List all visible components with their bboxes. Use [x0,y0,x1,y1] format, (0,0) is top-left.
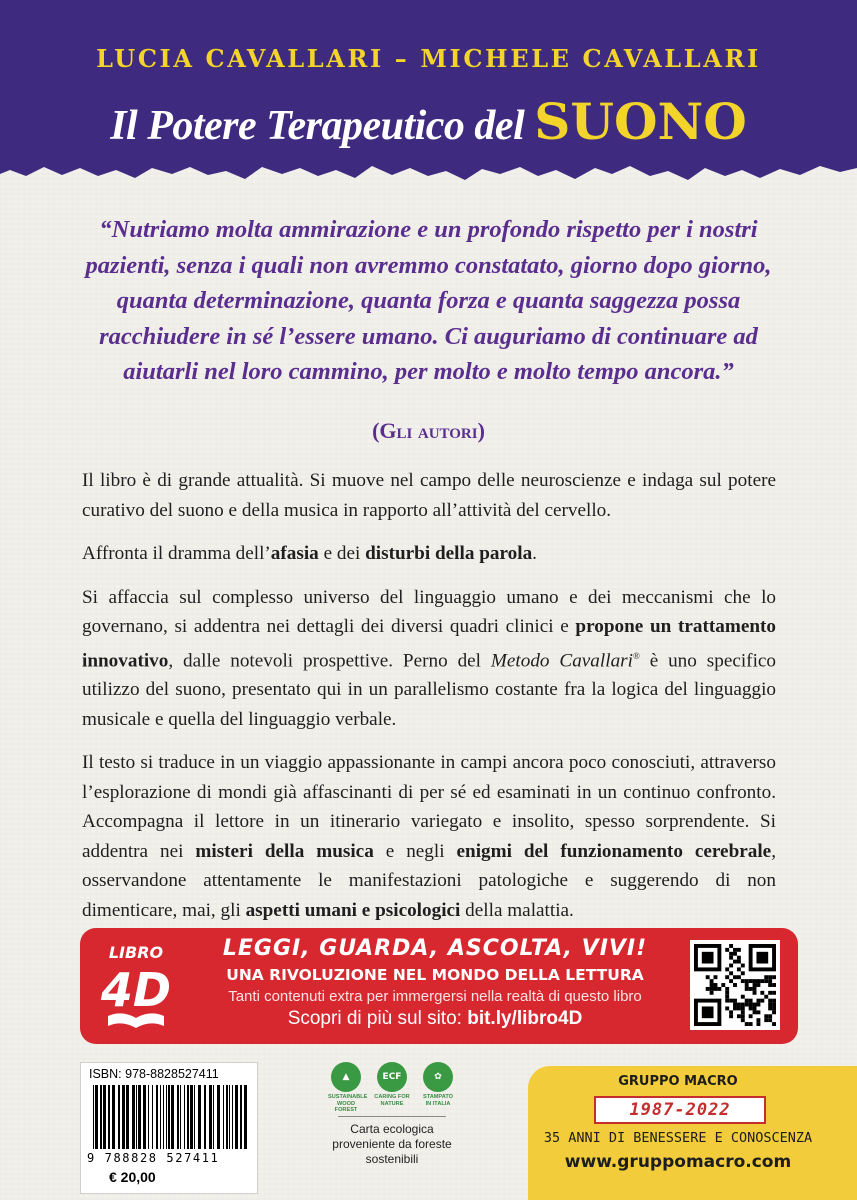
eco-label: CARING FOR NATURE [374,1094,410,1107]
price: € 20,00 [109,1169,156,1185]
banner-subheadline: UNA RIVOLUZIONE NEL MONDO DELLA LETTURA [226,966,644,984]
quote-text: “Nutriamo molta ammirazione e un profondo rispetto per i nostri pazienti, senza i quali non avremmo constatato, giorno dopo giorno, quanta determinazione, quanta forza e quanta saggezza possa racchiudere in sé l’essere umano. Ci auguriamo di continuare ad aiutarli nel loro cammino, per molto e molto tempo ancora.” [85,216,772,385]
eco-divider [338,1116,446,1117]
text-run: e negli [373,840,457,862]
description-body [82,466,776,939]
eco-glyph: ECF [377,1062,407,1092]
website-link[interactable]: bit.ly/libro4D [467,1008,583,1029]
header-band [0,0,857,185]
text-run: , dalle notevoli prospettive. Perno del [168,649,491,671]
title-main: Il Potere Terapeutico del [110,103,525,149]
banner-website [200,1008,670,1030]
text-run: . [532,543,537,564]
paragraph-3 [82,583,776,735]
italic-run: Metodo Cavallari [490,649,633,671]
authors-line: LUCIA CAVALLARI – MICHELE CAVALLARI [96,44,761,73]
registered-mark: ® [632,650,640,661]
eco-paper-text: Carta ecologica proveniente da foreste sostenibili [332,1122,452,1166]
eco-glyph: ✿ [423,1062,453,1092]
text-run: Si affaccia sul complesso universo del linguaggio umano e dei meccanismi che lo governano, si addentra nei dettagli dei diversi quadri clinici e [82,586,776,637]
anniversary-years: 1987-2022 [594,1096,766,1124]
text-run: Il testo si traduce in un viaggio appassionante in campi ancora poco conosciuti, attraverso l’esplorazione di mondi già affascinanti di per sé ed esaminati in un continuo confronto. Accompagna il lettore in un itinerario variegato e insolito, spesso sorprendente. Si addentra nei [82,752,776,862]
qr-code-icon[interactable] [690,940,780,1030]
qr-pattern [694,944,776,1026]
bold-run: propone un trattamento innovativo [82,616,776,671]
website-prefix: Scopri di più sul sito: [287,1008,468,1029]
bold-run: aspetti umani e psicologici [245,899,461,921]
eco-glyph: ▲ [331,1062,361,1092]
libro4d-logo-icon [94,936,178,1036]
text-run: è uno specifico utilizzo del suono, presentato qui in un parallelismo costante fra la logica del linguaggio musicale e quella del linguaggio verbale. [82,649,777,730]
ecf-icon [374,1062,410,1107]
text-run: , osservandone attentamente le manifestazioni patologiche e suggerendo di non dimenticare, mai, gli [82,840,776,921]
text-run: della malattia. [460,899,574,921]
publisher-name: GRUPPO MACRO [618,1074,738,1089]
book-title [0,92,857,151]
gruppo-macro-box [528,1066,857,1200]
paragraph-4 [82,748,776,925]
made-in-italy-icon [420,1062,456,1107]
eco-label: STAMPATO IN ITALIA [422,1094,454,1107]
isbn-text: ISBN: 978-8828527411 [89,1067,219,1081]
banner-description: Tanti contenuti extra per immergersi nella realtà di questo libro [228,988,642,1005]
publisher-website[interactable]: www.gruppomacro.com [564,1152,792,1172]
banner-headline: LEGGI, GUARDA, ASCOLTA, VIVI! [222,936,648,961]
badge-top-text: LIBRO [108,943,164,962]
bold-run: afasia [270,543,319,564]
paragraph-1: Il libro è di grande attualità. Si muove nel campo delle neuroscienze e indaga sul potere curativo del suono e della musica in rapporto all’attività del cervello. [82,470,776,521]
quote-author: (Gli autori) [372,418,485,443]
sustainable-forest-icon [328,1062,368,1114]
barcode-box [80,1062,258,1194]
eco-icons [328,1062,458,1122]
libro4d-banner [80,928,798,1044]
text-run: Affronta il dramma dell’ [82,543,271,564]
text-run: e dei [318,543,366,564]
barcode-icon [89,1085,249,1151]
title-highlight: SUONO [534,92,747,151]
eco-label: SUSTAINABLE WOOD FOREST [328,1094,368,1114]
anniversary-text: 35 ANNI DI BENESSERE E CONOSCENZA [543,1130,813,1146]
bold-run: misteri della musica [195,840,374,862]
barcode-digits: 9 788828 527411 [87,1151,220,1165]
paragraph-2 [82,539,776,569]
badge-big-text: 4D [100,963,172,1017]
bold-run: enigmi del funzionamento cerebrale [456,840,772,862]
bold-run: disturbi della parola [365,543,533,564]
